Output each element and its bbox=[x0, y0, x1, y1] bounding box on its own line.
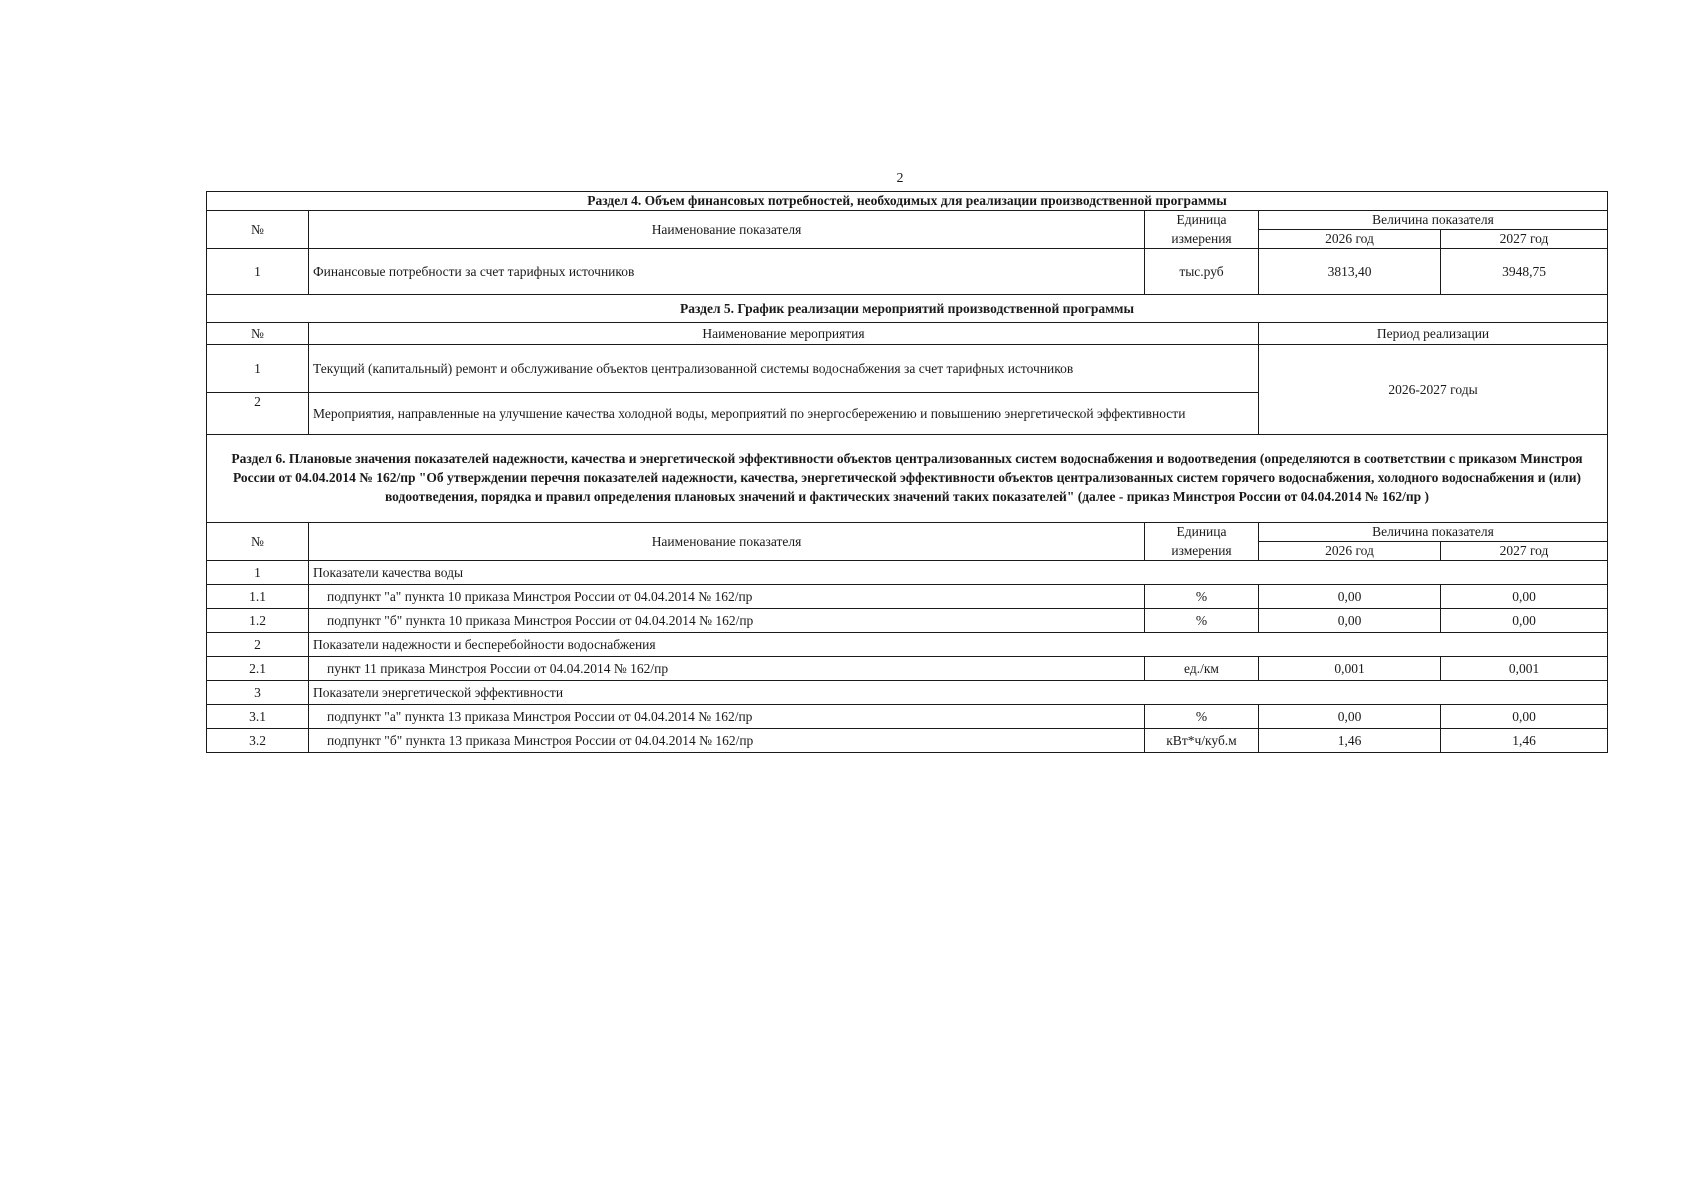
row-group-name: Показатели энергетической эффективности bbox=[309, 681, 1608, 705]
table-row bbox=[207, 609, 1608, 633]
row-num: 1 bbox=[207, 561, 309, 585]
row-value-2026: 0,00 bbox=[1259, 609, 1441, 633]
program-table bbox=[206, 191, 1608, 753]
row-value-2027: 0,00 bbox=[1441, 609, 1608, 633]
section4-header-name: Наименование показателя bbox=[309, 211, 1145, 249]
row-num: 2 bbox=[207, 633, 309, 657]
table-row bbox=[207, 681, 1608, 705]
row-num: 1.1 bbox=[207, 585, 309, 609]
section6-header-name: Наименование показателя bbox=[309, 523, 1145, 561]
row-value-2027: 1,46 bbox=[1441, 729, 1608, 753]
table-row bbox=[207, 249, 1608, 295]
row-name: пункт 11 приказа Минстроя России от 04.04.2014 № 162/пр bbox=[309, 657, 1145, 681]
row-value-2027: 0,001 bbox=[1441, 657, 1608, 681]
section5-header-period: Период реализации bbox=[1259, 323, 1608, 345]
section4-header-year2: 2027 год bbox=[1441, 230, 1608, 249]
row-num: 3.2 bbox=[207, 729, 309, 753]
section6-title: Раздел 6. Плановые значения показателей надежности, качества и энергетической эффективности объектов централизованных систем водоснабжения и водоотведения (определяются в соответствии с приказом Минстроя России от 04.04.2014 № 162/пр "Об утверждении перечня показателей надежности, качества, энергетической эффективности объектов централизованных систем горячего водоснабжения, холодного водоснабжения и (или) водоотведения, порядка и правил определения плановых значений и фактических значений таких показателей" (далее - приказ Минстроя России от 04.04.2014 № 162/пр ) bbox=[207, 435, 1608, 523]
row-unit: кВт*ч/куб.м bbox=[1145, 729, 1259, 753]
section6-header-num: № bbox=[207, 523, 309, 561]
row-num: 1 bbox=[207, 249, 309, 295]
section6-header-value: Величина показателя bbox=[1259, 523, 1608, 542]
row-value-2026: 3813,40 bbox=[1259, 249, 1441, 295]
section4-header-value: Величина показателя bbox=[1259, 211, 1608, 230]
row-name: Текущий (капитальный) ремонт и обслуживание объектов централизованной системы водоснабжения за счет тарифных источников bbox=[309, 345, 1259, 393]
row-value-2026: 1,46 bbox=[1259, 729, 1441, 753]
section6-header-unit-line2: измерения bbox=[1145, 542, 1259, 561]
row-group-name: Показатели качества воды bbox=[309, 561, 1608, 585]
row-value-2026: 0,001 bbox=[1259, 657, 1441, 681]
section6-header-year2: 2027 год bbox=[1441, 542, 1608, 561]
table-row bbox=[207, 585, 1608, 609]
row-num: 2 bbox=[207, 393, 309, 435]
row-value-2027: 3948,75 bbox=[1441, 249, 1608, 295]
row-num: 1 bbox=[207, 345, 309, 393]
section6-header-year1: 2026 год bbox=[1259, 542, 1441, 561]
row-unit: % bbox=[1145, 609, 1259, 633]
row-value-2027: 0,00 bbox=[1441, 705, 1608, 729]
table-row bbox=[207, 729, 1608, 753]
period-value: 2026-2027 годы bbox=[1259, 345, 1608, 435]
row-name: подпункт "б" пункта 13 приказа Минстроя России от 04.04.2014 № 162/пр bbox=[309, 729, 1145, 753]
row-name: подпункт "а" пункта 13 приказа Минстроя России от 04.04.2014 № 162/пр bbox=[309, 705, 1145, 729]
row-num: 3 bbox=[207, 681, 309, 705]
section5-title: Раздел 5. График реализации мероприятий производственной программы bbox=[207, 295, 1608, 323]
section4-header-unit-line2: измерения bbox=[1145, 230, 1259, 249]
page-number: 2 bbox=[896, 171, 904, 186]
row-unit: ед./км bbox=[1145, 657, 1259, 681]
row-group-name: Показатели надежности и бесперебойности водоснабжения bbox=[309, 633, 1608, 657]
row-unit: % bbox=[1145, 705, 1259, 729]
row-name: Мероприятия, направленные на улучшение качества холодной воды, мероприятий по энергосбережению и повышению энергетической эффективности bbox=[309, 393, 1259, 435]
section5-header-num: № bbox=[207, 323, 309, 345]
row-name: Финансовые потребности за счет тарифных источников bbox=[309, 249, 1145, 295]
section4-header-year1: 2026 год bbox=[1259, 230, 1441, 249]
row-name: подпункт "а" пункта 10 приказа Минстроя России от 04.04.2014 № 162/пр bbox=[309, 585, 1145, 609]
table-row bbox=[207, 561, 1608, 585]
row-value-2026: 0,00 bbox=[1259, 585, 1441, 609]
table-row bbox=[207, 705, 1608, 729]
table-row bbox=[207, 657, 1608, 681]
section4-header-num: № bbox=[207, 211, 309, 249]
section4-header-unit-line1: Единица bbox=[1145, 211, 1259, 230]
row-unit: % bbox=[1145, 585, 1259, 609]
row-num: 1.2 bbox=[207, 609, 309, 633]
row-value-2027: 0,00 bbox=[1441, 585, 1608, 609]
section5-header-name: Наименование мероприятия bbox=[309, 323, 1259, 345]
row-name: подпункт "б" пункта 10 приказа Минстроя России от 04.04.2014 № 162/пр bbox=[309, 609, 1145, 633]
section4-title: Раздел 4. Объем финансовых потребностей, необходимых для реализации производственной программы bbox=[207, 192, 1608, 211]
row-unit: тыс.руб bbox=[1145, 249, 1259, 295]
row-num: 3.1 bbox=[207, 705, 309, 729]
table-row bbox=[207, 345, 1608, 393]
document-sheet bbox=[206, 191, 1607, 753]
row-value-2026: 0,00 bbox=[1259, 705, 1441, 729]
row-num: 2.1 bbox=[207, 657, 309, 681]
table-row bbox=[207, 633, 1608, 657]
section6-header-unit-line1: Единица bbox=[1145, 523, 1259, 542]
